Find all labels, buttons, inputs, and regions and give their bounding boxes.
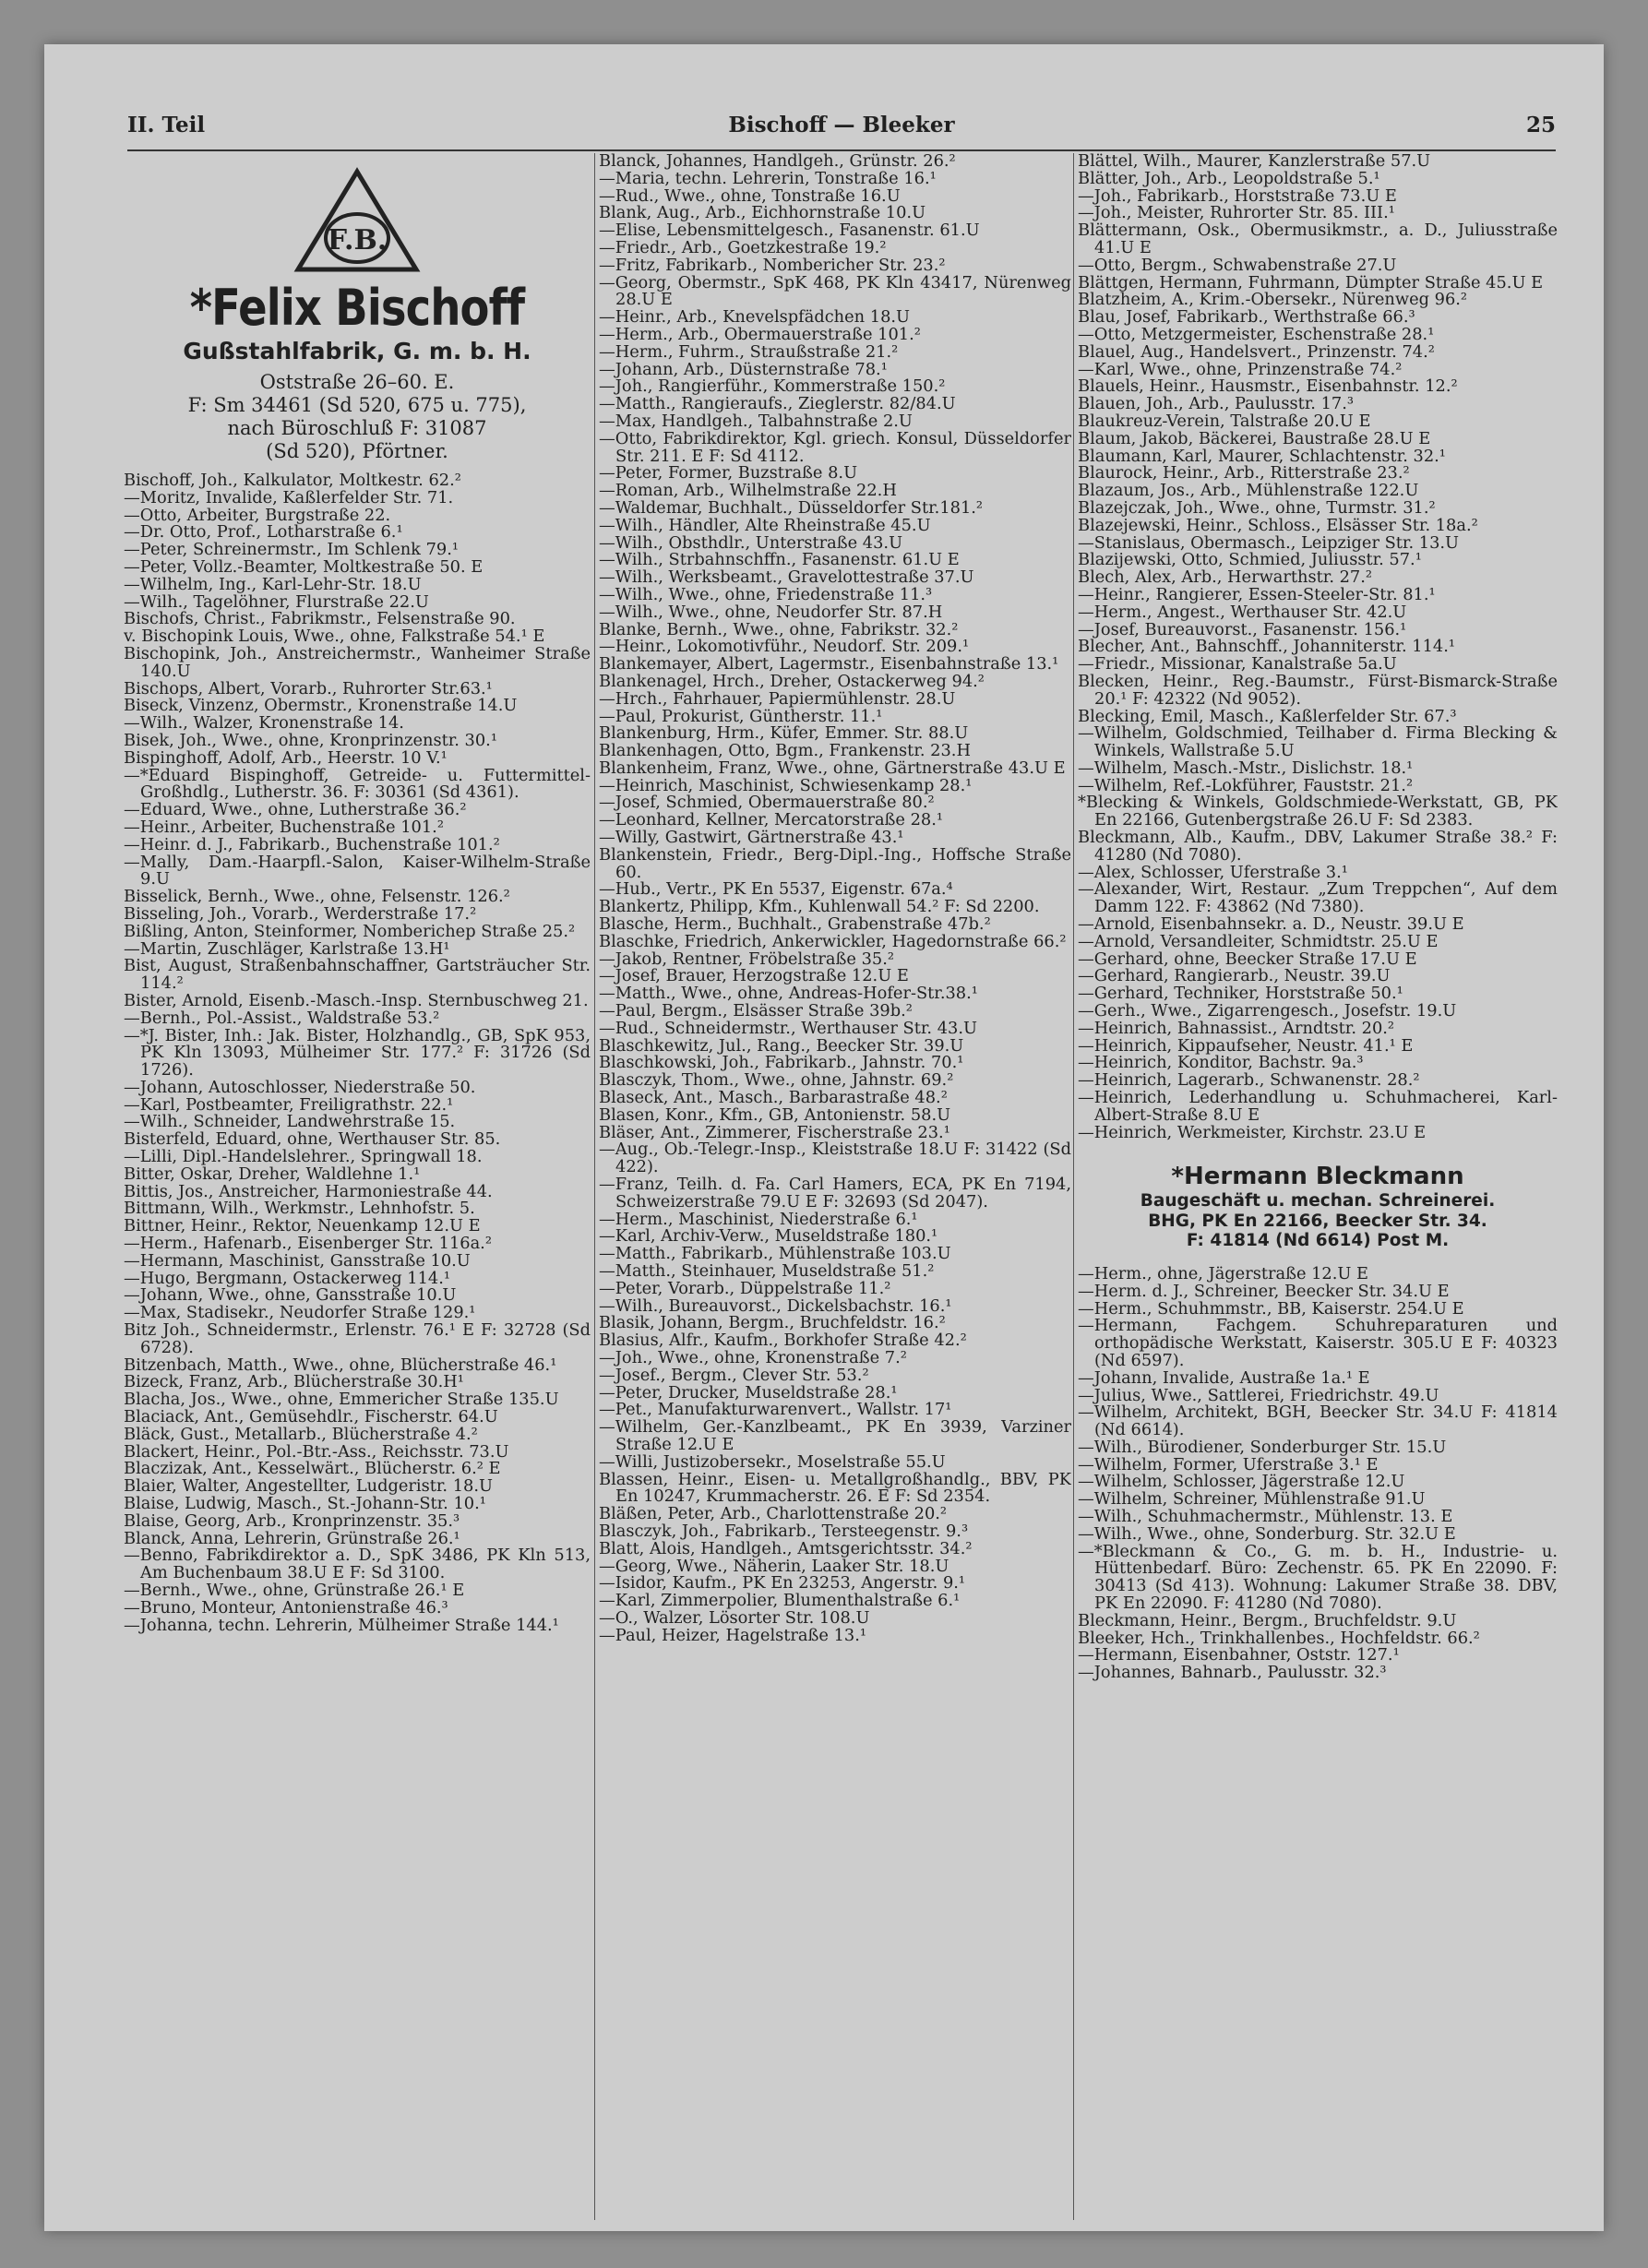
directory-entry: —Johann, Autoschlosser, Niederstraße 50. [124, 1077, 476, 1097]
directory-entry: —Wilh., Händler, Alte Rheinstraße 45.U [599, 515, 931, 535]
directory-entry: —Karl, Zimmerpolier, Blumenthalstraße 6.¹ [599, 1591, 961, 1611]
directory-entry: —Josef, Schmied, Obermauerstraße 80.² [599, 793, 935, 813]
directory-entry: Blättel, Wilh., Maurer, Kanzlerstraße 57.U [1078, 153, 1431, 171]
directory-entry: Blankenagel, Hrch., Dreher, Ostackerweg 94.² [599, 671, 985, 691]
directory-entry: Blättermann, Osk., Obermusikmstr., a. D., Juliusstraße 41.U E [1078, 221, 1558, 257]
directory-entry: —Matth., Rangieraufs., Zieglerstr. 82/84.U [599, 394, 956, 414]
directory-entry: —Alex, Schlosser, Uferstraße 3.¹ [1078, 862, 1348, 882]
directory-entry: —Alexander, Wirt, Restaur. „Zum Treppchen“, Auf dem Damm 122. F: 43862 (Nd 7380). [1078, 879, 1558, 917]
directory-entry: —Peter, Schreinermstr., Im Schlenk 79.¹ [124, 540, 460, 560]
directory-entry: —Georg, Wwe., Näherin, Laaker Str. 18.U [599, 1556, 949, 1576]
directory-entry: Blaseck, Ant., Masch., Barbarastraße 48.² [599, 1088, 948, 1108]
directory-entry: —Herm. d. J., Schreiner, Beecker Str. 34.U E [1078, 1281, 1450, 1301]
directory-entry: —Hermann, Eisenbahner, Oststr. 127.¹ [1078, 1645, 1400, 1665]
directory-entry: —Hrch., Fahrhauer, Papiermühlenstr. 28.U [599, 688, 956, 709]
directory-entry: Blecher, Ant., Bahnschff., Johanniterstr. 114.¹ [1078, 637, 1456, 657]
directory-entry: —Herm., Angest., Werthauser Str. 42.U [1078, 602, 1407, 622]
directory-entry: —Herm., Fuhrm., Straußstraße 21.² [599, 341, 899, 362]
directory-entry: Blazijewski, Otto, Schmied, Juliusstr. 57.¹ [1078, 550, 1422, 570]
directory-entry: v. Bischopink Louis, Wwe., ohne, Falkstraße 54.¹ E [124, 627, 545, 647]
directory-entry: Blech, Alex, Arb., Herwarthstr. 27.² [1078, 567, 1373, 588]
directory-entry: —Joh., Rangierführ., Kommerstraße 150.² [599, 376, 946, 397]
directory-entry: Blaier, Walter, Angestellter, Ludgeristr. 18.U [124, 1476, 493, 1497]
running-header [127, 113, 1556, 148]
directory-entry: —Wilh., Wwe., ohne, Friedenstraße 11.³ [599, 584, 933, 604]
directory-entry: *Blecking & Winkels, Goldschmiede-Werkstatt, GB, PK En 22166, Gutenbergstraße 26.U F: Sd 2383. [1078, 793, 1558, 830]
directory-entry: —Bernh., Wwe., ohne, Grünstraße 26.¹ E [124, 1581, 465, 1600]
directory-entry: Bläser, Ant., Zimmerer, Fischerstraße 23.¹ [599, 1122, 950, 1142]
directory-entry: Blazejczak, Joh., Wwe., ohne, Turmstr. 31.² [1078, 497, 1436, 518]
directory-entry: —Dr. Otto, Prof., Lotharstraße 6.¹ [124, 522, 403, 543]
directory-entry: —*Eduard Bispinghoff, Getreide- u. Futtermittel-Großhdlg., Lutherstr. 36. F: 30361 (Sd 4361). [124, 765, 591, 803]
directory-entry: Blacha, Jos., Wwe., ohne, Emmericher Straße 135.U [124, 1390, 559, 1410]
directory-entry: Bittis, Jos., Anstreicher, Harmoniestraße 44. [124, 1181, 493, 1201]
column-divider [594, 153, 595, 2220]
directory-entry: Blasche, Herm., Buchhalt., Grabenstraße 47b.² [599, 914, 991, 935]
directory-entry: —Willy, Gastwirt, Gärtnerstraße 43.¹ [599, 828, 904, 848]
directory-entry: —Gerhard, ohne, Beecker Straße 17.U E [1078, 949, 1417, 969]
directory-entry: Blaurock, Heinr., Arb., Ritterstraße 23.² [1078, 463, 1410, 483]
directory-entry: —Gerh., Wwe., Zigarrengesch., Josefstr. 19.U [1078, 1001, 1457, 1021]
directory-entry: —Gerhard, Techniker, Horststraße 50.¹ [1078, 984, 1403, 1004]
bischoff-advertisement [124, 153, 591, 472]
directory-entry: Blankemayer, Albert, Lagermstr., Eisenbahnstraße 13.¹ [599, 654, 1059, 674]
ad-bank-line: BHG, PK En 22166, Beecker Str. 34. [1148, 1211, 1487, 1231]
directory-entry: Blassen, Heinr., Eisen- u. Metallgroßhandlg., BBV, PK En 10247, Krummacherstr. 26. E F: Sd 2354. [599, 1469, 1071, 1507]
directory-entry: —Heinr., Arbeiter, Buchenstraße 101.² [124, 817, 444, 837]
directory-entry: —Hub., Vertr., PK En 5537, Eigenstr. 67a.⁴ [599, 879, 953, 900]
directory-entry: —Heinr., Lokomotivführ., Neudorf. Str. 209.¹ [599, 637, 970, 657]
directory-entry: —Wilh., Werksbeamt., Gravelottestraße 37.U [599, 567, 974, 588]
directory-entry: —Pet., Manufakturwarenvert., Wallstr. 17¹ [599, 1400, 952, 1420]
directory-entry: —Aug., Ob.-Telegr.-Insp., Kleiststraße 18.U F: 31422 (Sd 422). [599, 1140, 1071, 1177]
directory-entry: —Karl, Wwe., ohne, Prinzenstraße 74.² [1078, 359, 1403, 379]
directory-entry: Bleeker, Hch., Trinkhallenbes., Hochfeldstr. 66.² [1078, 1628, 1480, 1648]
directory-entry: —Heinr., Rangierer, Essen-Steeler-Str. 81.¹ [1078, 584, 1436, 604]
ad-address-line: Oststraße 26–60. E. [259, 371, 455, 393]
directory-entry: —Georg, Obermstr., SpK 468, PK Kln 43417, Nürenweg 28.U E [599, 272, 1071, 310]
directory-page [44, 44, 1604, 2231]
ad-phone-line: (Sd 520), Pförtner. [266, 440, 448, 462]
ad-phone-line: F: 41814 (Nd 6614) Post M. [1186, 1231, 1450, 1251]
directory-entry: Blättgen, Hermann, Fuhrmann, Dümpter Straße 45.U E [1078, 272, 1544, 292]
directory-entry: —Herm., Arb., Obermauerstraße 101.² [599, 324, 921, 344]
directory-entry: —Max, Handlgeh., Talbahnstraße 2.U [599, 411, 913, 431]
ad-phone-line: nach Büroschluß F: 31087 [227, 417, 487, 439]
directory-entry: —Wilh., Walzer, Kronenstraße 14. [124, 713, 404, 734]
directory-entry: —Julius, Wwe., Sattlerei, Friedrichstr. 49.U [1078, 1385, 1439, 1405]
directory-entry: —Heinr., Arb., Knevelspfädchen 18.U [599, 307, 911, 328]
directory-entry: —Wilh., Schneider, Landwehrstraße 15. [124, 1112, 456, 1132]
directory-entry: —Peter, Former, Buzstraße 8.U [599, 463, 858, 483]
directory-entry: Blaukreuz-Verein, Talstraße 20.U E [1078, 411, 1371, 431]
directory-entry: Blauel, Aug., Handelsvert., Prinzenstr. 74.² [1078, 341, 1435, 362]
directory-entry: —Peter, Vorarb., Düppelstraße 11.² [599, 1278, 891, 1298]
entry-list [1078, 153, 1558, 1141]
directory-entry: —Wilh., Bürodiener, Sonderburger Str. 15.U [1078, 1437, 1447, 1457]
directory-column-1 [124, 153, 591, 2229]
directory-entry: —Jakob, Rentner, Fröbelstraße 35.² [599, 949, 894, 969]
ad-phone-line: F: Sm 34461 (Sd 520, 675 u. 775), [187, 394, 527, 416]
directory-entry: —Eduard, Wwe., ohne, Lutherstraße 36.² [124, 800, 467, 820]
directory-entry: —Karl, Postbeamter, Freiligrathstr. 22.¹ [124, 1094, 454, 1115]
entry-list [1078, 1263, 1558, 1683]
directory-entry: Blankenburg, Hrm., Küfer, Emmer. Str. 88.U [599, 723, 969, 744]
directory-entry: —Moritz, Invalide, Kaßlerfelder Str. 71. [124, 487, 454, 507]
directory-entry: Bischopink, Joh., Anstreichermstr., Wanheimer Straße 140.U [124, 643, 591, 681]
directory-entry: —Rud., Schneidermstr., Werthauser Str. 43.U [599, 1018, 977, 1038]
directory-entry: Bitz Joh., Schneidermstr., Erlenstr. 76.¹ E F: 32728 (Sd 6728). [124, 1320, 591, 1357]
directory-entry: —Wilhelm, Schreiner, Mühlenstraße 91.U [1078, 1489, 1426, 1510]
directory-entry: —Heinr. d. J., Fabrikarb., Buchenstraße 101.² [124, 834, 500, 854]
directory-entry: Bleckmann, Heinr., Bergm., Bruchfeldstr. 9.U [1078, 1610, 1457, 1630]
directory-entry: —Lilli, Dipl.-Handelslehrer., Springwall 18. [124, 1147, 483, 1167]
directory-entry: —Herm., Hafenarb., Eisenberger Str. 116a.² [124, 1234, 492, 1254]
directory-entry: Blauen, Joh., Arb., Paulusstr. 17.³ [1078, 394, 1355, 414]
directory-entry: —Wilhelm, Masch.-Mstr., Dislichstr. 18.¹ [1078, 758, 1414, 778]
directory-entry: Blaschkowski, Joh., Fabrikarb., Jahnstr. 70.¹ [599, 1053, 964, 1073]
directory-entry: Bitzenbach, Matth., Wwe., ohne, Blücherstraße 46.¹ [124, 1355, 557, 1375]
directory-entry: —Friedr., Arb., Goetzkestraße 19.² [599, 237, 887, 257]
directory-entry: —Hermann, Fachgem. Schuhreparaturen und orthopädische Werkstatt, Kaiserstr. 305.U E F: 40323 (Nd 6597). [1078, 1316, 1558, 1370]
directory-entry: Bißling, Anton, Steinformer, Nomberichер Straße 25.² [124, 921, 576, 941]
directory-entry: Blaum, Jakob, Bäckerei, Baustraße 28.U E [1078, 428, 1431, 448]
directory-entry: —Peter, Vollz.-Beamter, Moltkestraße 50. E [124, 556, 484, 577]
directory-entry: Bischoff, Joh., Kalkulator, Moltkestr. 62.² [124, 471, 461, 490]
directory-entry: —Arnold, Eisenbahnsekr. a. D., Neustr. 39.U E [1078, 914, 1464, 935]
directory-entry: Blätter, Joh., Arb., Leopoldstraße 5.¹ [1078, 168, 1380, 188]
directory-entry: —Wilh., Strbahnschffn., Fasanenstr. 61.U E [599, 550, 960, 570]
directory-column-2 [599, 153, 1071, 2229]
directory-entry: —Arnold, Versandleiter, Schmidtstr. 25.U E [1078, 931, 1439, 951]
bischoff-logo [293, 166, 422, 275]
directory-entry: Blaczizak, Ant., Kesselwärt., Blücherstr. 6.² E [124, 1459, 501, 1479]
directory-entry: Blauels, Heinr., Hausmstr., Eisenbahnstr. 12.² [1078, 376, 1458, 397]
directory-entry: —Benno, Fabrikdirektor a. D., SpK 3486, PK Kln 513, Am Buchenbaum 38.U E F: Sd 3100. [124, 1546, 591, 1583]
directory-entry: —O., Walzer, Lösorter Str. 108.U [599, 1607, 870, 1628]
directory-entry: Blaschke, Friedrich, Ankerwickler, Hagedornstraße 66.² [599, 931, 1067, 951]
directory-entry: —Isidor, Kaufm., PK En 23253, Angerstr. 9.¹ [599, 1573, 966, 1594]
directory-entry: —Johann, Invalide, Austraße 1a.¹ E [1078, 1367, 1370, 1388]
directory-entry: —Wilhelm, Ger.-Kanzlbeamt., PK En 3939, Varziner Straße 12.U E [599, 1417, 1071, 1454]
directory-entry: —Roman, Arb., Wilhelmstraße 22.H [599, 481, 897, 501]
directory-entry: —Heinrich, Maschinist, Schwiesenkamp 28.¹ [599, 775, 973, 795]
directory-entry: Bizeck, Franz, Arb., Blücherstraße 30.H¹ [124, 1372, 464, 1392]
directory-entry: Bischofs, Christ., Fabrikmstr., Felsenstraße 90. [124, 609, 516, 629]
ad-business-line: Baugeschäft u. mechan. Schreinerei. [1140, 1191, 1496, 1212]
directory-entry: —Wilhelm, Goldschmied, Teilhaber d. Firma Blecking & Winkels, Wallstraße 5.U [1078, 723, 1558, 761]
directory-entry: —Elise, Lebensmittelgesch., Fasanenstr. 61.U [599, 221, 980, 241]
directory-entry: Blanck, Johannes, Handlgeh., Grünstr. 26.² [599, 153, 956, 171]
directory-entry: —Otto, Metzgermeister, Eschenstraße 28.¹ [1078, 324, 1435, 344]
directory-entry: Bleckmann, Alb., Kaufm., DBV, Lakumer Straße 38.² F: 41280 (Nd 7080). [1078, 828, 1558, 865]
directory-entry: —Stanislaus, Obermasch., Leipziger Str. 13.U [1078, 532, 1460, 553]
directory-entry: —Johannes, Bahnarb., Paulusstr. 32.³ [1078, 1663, 1387, 1683]
directory-entry: —Josef, Brauer, Herzogstraße 12.U E [599, 966, 909, 986]
entry-list [124, 472, 591, 1634]
directory-entry: —Willi, Justizobersekr., Moselstraße 55.U [599, 1451, 946, 1472]
directory-entry: —Waldemar, Buchhalt., Düsseldorfer Str.181.² [599, 497, 984, 518]
directory-entry: Blankertz, Philipp, Kfm., Kuhlenwall 54.² F: Sd 2200. [599, 897, 1040, 917]
directory-entry: —Herm., Schuhmmstr., BB, Kaiserstr. 254.U E [1078, 1298, 1464, 1319]
directory-entry: Blazaum, Jos., Arb., Mühlenstraße 122.U [1078, 481, 1419, 501]
directory-entry: —Bernh., Pol.-Assist., Waldstraße 53.² [124, 1008, 440, 1028]
directory-entry: —Wilhelm, Architekt, BGH, Beecker Str. 34.U F: 41814 (Nd 6614). [1078, 1403, 1558, 1440]
header-rule [127, 149, 1556, 151]
directory-entry: —Heinrich, Kippaufseher, Neustr. 41.¹ E [1078, 1035, 1414, 1056]
section-label: II. Teil [127, 113, 206, 137]
directory-entry: Blasczyk, Joh., Fabrikarb., Tersteegenstr. 9.³ [599, 1521, 969, 1541]
directory-entry: —Herm., Maschinist, Niederstraße 6.¹ [599, 1209, 918, 1229]
directory-entry: Bisek, Joh., Wwe., ohne, Kronprinzenstr. 30.¹ [124, 730, 497, 750]
directory-entry: Bist, August, Straßenbahnschaffner, Gartsträucher Str. 114.² [124, 956, 591, 994]
directory-entry: Bisselick, Bernh., Wwe., ohne, Felsenstr. 126.² [124, 887, 510, 907]
directory-entry: Bitter, Oskar, Dreher, Waldlehne 1.¹ [124, 1164, 421, 1184]
directory-entry: Blank, Aug., Arb., Eichhornstraße 10.U [599, 203, 926, 223]
directory-entry: —Joh., Meister, Ruhrorter Str. 85. III.¹ [1078, 203, 1395, 223]
company-name: *Hermann Bleckmann [1171, 1163, 1464, 1191]
directory-entry: —Paul, Bergm., Elsässer Straße 39b.² [599, 1001, 913, 1021]
directory-entry: —Rud., Wwe., ohne, Tonstraße 16.U [599, 185, 901, 206]
directory-entry: —Wilhelm, Ing., Karl-Lehr-Str. 18.U [124, 574, 422, 594]
directory-entry: Bisseling, Joh., Vorarb., Werderstraße 17.² [124, 903, 477, 924]
directory-entry: —Heinrich, Bahnassist., Arndtstr. 20.² [1078, 1018, 1395, 1038]
directory-entry: —Wilhelm, Former, Uferstraße 3.¹ E [1078, 1454, 1379, 1474]
directory-entry: —Wilh., Bureauvorst., Dickelsbachstr. 16.¹ [599, 1295, 952, 1316]
company-subtitle: Gußstahlfabrik, G. m. b. H. [183, 338, 531, 364]
directory-entry: Biseck, Vinzenz, Obermstr., Kronenstraße 14.U [124, 696, 518, 716]
directory-entry: Blazejewski, Heinr., Schloss., Elsässer Str. 18a.² [1078, 515, 1478, 535]
directory-entry: —Heinrich, Werkmeister, Kirchstr. 23.U E [1078, 1122, 1427, 1142]
directory-entry: —Johann, Wwe., ohne, Gansstraße 10.U [124, 1285, 457, 1306]
directory-entry: Blasik, Johann, Bergm., Bruchfeldstr. 16.² [599, 1313, 946, 1333]
directory-entry: —Paul, Prokurist, Güntherstr. 11.¹ [599, 706, 883, 726]
directory-entry: —Heinrich, Lederhandlung u. Schuhmacherei, Karl-Albert-Straße 8.U E [1078, 1088, 1558, 1125]
directory-entry: —*Bleckmann & Co., G. m. b. H., Industrie- u. Hüttenbedarf. Büro: Zechenstr. 65. PK En 22090. F: 30413 (Sd 413). Wohnung: Lakumer Straße 38. DBV, PK En 22090. F: 41280 (Nd 7080). [1078, 1541, 1558, 1614]
directory-entry: —Josef., Bergm., Clever Str. 53.² [599, 1365, 869, 1385]
directory-entry: —Otto, Arbeiter, Burgstraße 22. [124, 505, 391, 525]
directory-entry: —Fritz, Fabrikarb., Nomberichеr Str. 23.² [599, 255, 946, 275]
directory-entry: Blecking, Emil, Masch., Kaßlerfelder Str. 67.³ [1078, 706, 1457, 726]
column-divider [1073, 153, 1074, 2220]
directory-entry: Blasius, Alfr., Kaufm., Borkhofer Straße 42.² [599, 1331, 967, 1351]
directory-entry: —Heinrich, Konditor, Bachstr. 9a.³ [1078, 1053, 1364, 1073]
logo-monogram: F.B. [327, 224, 388, 257]
directory-entry: Blanck, Anna, Lehrerin, Grünstraße 26.¹ [124, 1528, 460, 1548]
directory-entry: —Josef, Bureauvorst., Fasanenstr. 156.¹ [1078, 619, 1407, 639]
directory-entry: —*J. Bister, Inh.: Jak. Bister, Holzhandlg., GB, SpK 953, PK Kln 13093, Mülheimer Str. 177.² F: 31726 (Sd 1726). [124, 1025, 591, 1080]
directory-entry: —Maria, techn. Lehrerin, Tonstraße 16.¹ [599, 168, 937, 188]
directory-entry: Blatzheim, A., Krim.-Obersekr., Nürenweg 96.² [1078, 290, 1468, 310]
directory-entry: Blau, Josef, Fabrikarb., Werthstraße 66.³ [1078, 307, 1415, 328]
directory-entry: —Matth., Steinhauer, Museldstraße 51.² [599, 1261, 935, 1281]
directory-entry: Blankenstein, Friedr., Berg-Dipl.-Ing., Hoffsche Straße 60. [599, 844, 1071, 882]
directory-entry: —Otto, Bergm., Schwabenstraße 27.U [1078, 255, 1397, 275]
company-name: *Felix Bischoff [189, 279, 525, 337]
directory-entry: Blasen, Konr., Kfm., GB, Antonienstr. 58.U [599, 1104, 951, 1125]
directory-entry: Blecken, Heinr., Reg.-Baumstr., Fürst-Bismarck-Straße 20.¹ F: 42322 (Nd 9052). [1078, 671, 1558, 709]
page-number: 25 [1525, 113, 1556, 137]
directory-entry: —Leonhard, Kellner, Mercatorstraße 28.¹ [599, 810, 944, 830]
directory-entry: —Gerhard, Rangierarb., Neustr. 39.U [1078, 966, 1391, 986]
directory-entry: Bläck, Gust., Metallarb., Blücherstraße 4.² [124, 1424, 478, 1444]
directory-entry: —Heinrich, Lagerarb., Schwanenstr. 28.² [1078, 1070, 1420, 1091]
bleckmann-advertisement [1078, 1141, 1558, 1266]
directory-entry: —Karl, Archiv-Verw., Museldstraße 180.¹ [599, 1226, 938, 1247]
directory-entry: —Otto, Fabrikdirektor, Kgl. griech. Konsul, Düsseldorfer Str. 211. E F: Sd 4112. [599, 428, 1071, 466]
page-range-title: Bischoff — Bleeker [728, 113, 955, 137]
directory-entry: Bischops, Albert, Vorarb., Ruhrorter Str.63.¹ [124, 678, 493, 698]
directory-entry: —Herm., ohne, Jägerstraße 12.U E [1078, 1263, 1369, 1283]
directory-entry: Bittmann, Wilh., Werkmstr., Lehnhofstr. 5. [124, 1199, 475, 1219]
directory-entry: —Hermann, Maschinist, Gansstraße 10.U [124, 1250, 471, 1271]
directory-column-3 [1078, 153, 1558, 2229]
directory-entry: —Wilh., Wwe., ohne, Sonderburg. Str. 32.U E [1078, 1523, 1456, 1544]
directory-entry: Bispinghoff, Adolf, Arb., Heerstr. 10 V.¹ [124, 747, 448, 768]
directory-entry: —Max, Stadisekr., Neudorfer Straße 129.¹ [124, 1303, 476, 1323]
directory-entry: —Friedr., Missionar, Kanalstraße 5a.U [1078, 654, 1397, 674]
directory-entry: —Johanna, techn. Lehrerin, Mülheimer Straße 144.¹ [124, 1615, 559, 1635]
directory-entry: Bläßen, Peter, Arb., Charlottenstraße 20.² [599, 1504, 948, 1524]
directory-entry: —Wilh., Obsthdlr., Unterstraße 43.U [599, 532, 903, 553]
directory-entry: Bister, Arnold, Eisenb.-Masch.-Insp. Sternbuschweg 21. [124, 990, 589, 1010]
directory-entry: —Franz, Teilh. d. Fa. Carl Hamers, ECA, PK En 7194, Schweizerstraße 79.U E F: 32693 (Sd 2047). [599, 1175, 1071, 1212]
directory-entry: —Mally, Dam.-Haarpfl.-Salon, Kaiser-Wilhelm-Straße 9.U [124, 852, 591, 889]
directory-entry: —Johann, Arb., Düsternstraße 78.¹ [599, 359, 888, 379]
directory-entry: Blackert, Heinr., Pol.-Btr.-Ass., Reichsstr. 73.U [124, 1441, 509, 1462]
directory-entry: Blaciack, Ant., Gemüsehdlr., Fischerstr. 64.U [124, 1407, 498, 1427]
directory-entry: —Wilh., Tagelöhner, Flurstraße 22.U [124, 591, 429, 612]
directory-entry: —Martin, Zuschläger, Karlstraße 13.H¹ [124, 938, 450, 959]
directory-entry: —Hugo, Bergmann, Ostackerweg 114.¹ [124, 1268, 450, 1288]
directory-entry: Blankenhagen, Otto, Bgm., Frankenstr. 23.H [599, 741, 971, 761]
directory-entry: Blasczyk, Thom., Wwe., ohne, Jahnstr. 69.² [599, 1070, 954, 1091]
directory-entry: —Wilh., Wwe., ohne, Neudorfer Str. 87.H [599, 602, 943, 622]
directory-entry: —Bruno, Monteur, Antonienstraße 46.³ [124, 1597, 448, 1617]
directory-entry: Blanke, Bernh., Wwe., ohne, Fabrikstr. 32.² [599, 619, 959, 639]
directory-entry: —Paul, Heizer, Hagelstraße 13.¹ [599, 1625, 866, 1645]
directory-entry: —Wilhelm, Schlosser, Jägerstraße 12.U [1078, 1472, 1405, 1492]
fb-triangle-logo-icon [293, 166, 422, 275]
directory-entry: —Matth., Wwe., ohne, Andreas-Hofer-Str.38.¹ [599, 984, 978, 1004]
directory-entry: —Joh., Wwe., ohne, Kronenstraße 7.² [599, 1347, 907, 1367]
directory-entry: Bisterfeld, Eduard, ohne, Werthauser Str. 85. [124, 1129, 501, 1150]
directory-entry: Blaumann, Karl, Maurer, Schlachtenstr. 32.¹ [1078, 446, 1446, 466]
directory-entry: Bittner, Heinr., Rektor, Neuenkamp 12.U E [124, 1216, 481, 1236]
directory-entry: Blaschkewitz, Jul., Rang., Beecker Str. 39.U [599, 1035, 964, 1056]
directory-entry: Blaise, Ludwig, Masch., St.-Johann-Str. 10.¹ [124, 1494, 486, 1514]
directory-entry: —Peter, Drucker, Museldstraße 28.¹ [599, 1382, 898, 1403]
directory-entry: —Wilhelm, Ref.-Lokführer, Fauststr. 21.² [1078, 775, 1414, 795]
directory-entry: Blankenheim, Franz, Wwe., ohne, Gärtnerstraße 43.U E [599, 758, 1066, 778]
directory-entry: Blatt, Alois, Handlgeh., Amtsgerichtsstr. 34.² [599, 1538, 973, 1558]
directory-entry: —Joh., Fabrikarb., Horststraße 73.U E [1078, 185, 1397, 206]
directory-entry: —Matth., Fabrikarb., Mühlenstraße 103.U [599, 1244, 951, 1264]
directory-entry: Blaise, Georg, Arb., Kronprinzenstr. 35.³ [124, 1510, 460, 1531]
entry-list [599, 153, 1071, 1645]
directory-entry: —Wilh., Schuhmachermstr., Mühlenstr. 13. E [1078, 1507, 1453, 1527]
